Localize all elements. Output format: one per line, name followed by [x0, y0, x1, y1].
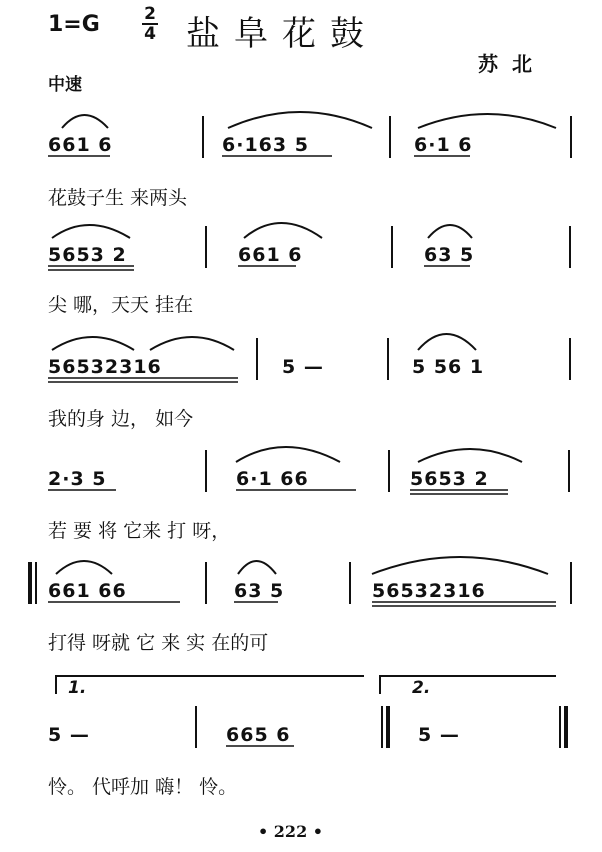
- ending-1-label: 1.: [68, 678, 87, 698]
- measure-notes: 661 6: [238, 244, 303, 266]
- measure-notes: 5 —: [48, 724, 90, 746]
- lyrics-line: 若 要 将 它来 打 呀，: [48, 520, 231, 542]
- lyrics-line: 怜。 代呼加 嗨！ 怜。: [48, 776, 238, 798]
- measure-notes: 2·3 5: [48, 468, 107, 490]
- song-title: 盐阜花鼓: [186, 14, 378, 54]
- tempo-marking: 中速: [48, 75, 82, 95]
- measure-notes: 56532316: [48, 356, 162, 378]
- measure-notes: 5653 2: [48, 244, 127, 266]
- page-number: • 222 •: [258, 822, 323, 841]
- measure-notes: 665 6: [226, 724, 291, 746]
- measure-notes: 5 56 1: [412, 356, 485, 378]
- time-numerator: 2: [144, 4, 156, 24]
- measure-notes: 63 5: [234, 580, 285, 602]
- lyrics-line: 打得 呀就 它 来 实 在的可: [48, 632, 269, 654]
- measure-notes: 661 66: [48, 580, 127, 602]
- measure-notes: 6·1 66: [236, 468, 309, 490]
- measure-notes: 661 6: [48, 134, 113, 156]
- lyrics-line: 尖 哪，天天 挂在: [48, 294, 194, 316]
- measure-notes: 5 —: [282, 356, 324, 378]
- time-denominator: 4: [144, 24, 156, 44]
- measure-notes: 6·163 5: [222, 134, 309, 156]
- measure-notes: 5653 2: [410, 468, 489, 490]
- measure-notes: 6·1 6: [414, 134, 473, 156]
- lyrics-line: 花鼓子生 来两头: [48, 187, 188, 209]
- origin-label: 苏北: [478, 52, 546, 76]
- lyrics-line: 我的身 边， 如今: [48, 408, 194, 430]
- key-signature: 1=G: [48, 12, 100, 37]
- measure-notes: 63 5: [424, 244, 475, 266]
- measure-notes: 56532316: [372, 580, 486, 602]
- measure-notes: 5 —: [418, 724, 460, 746]
- ending-2-label: 2.: [412, 678, 431, 698]
